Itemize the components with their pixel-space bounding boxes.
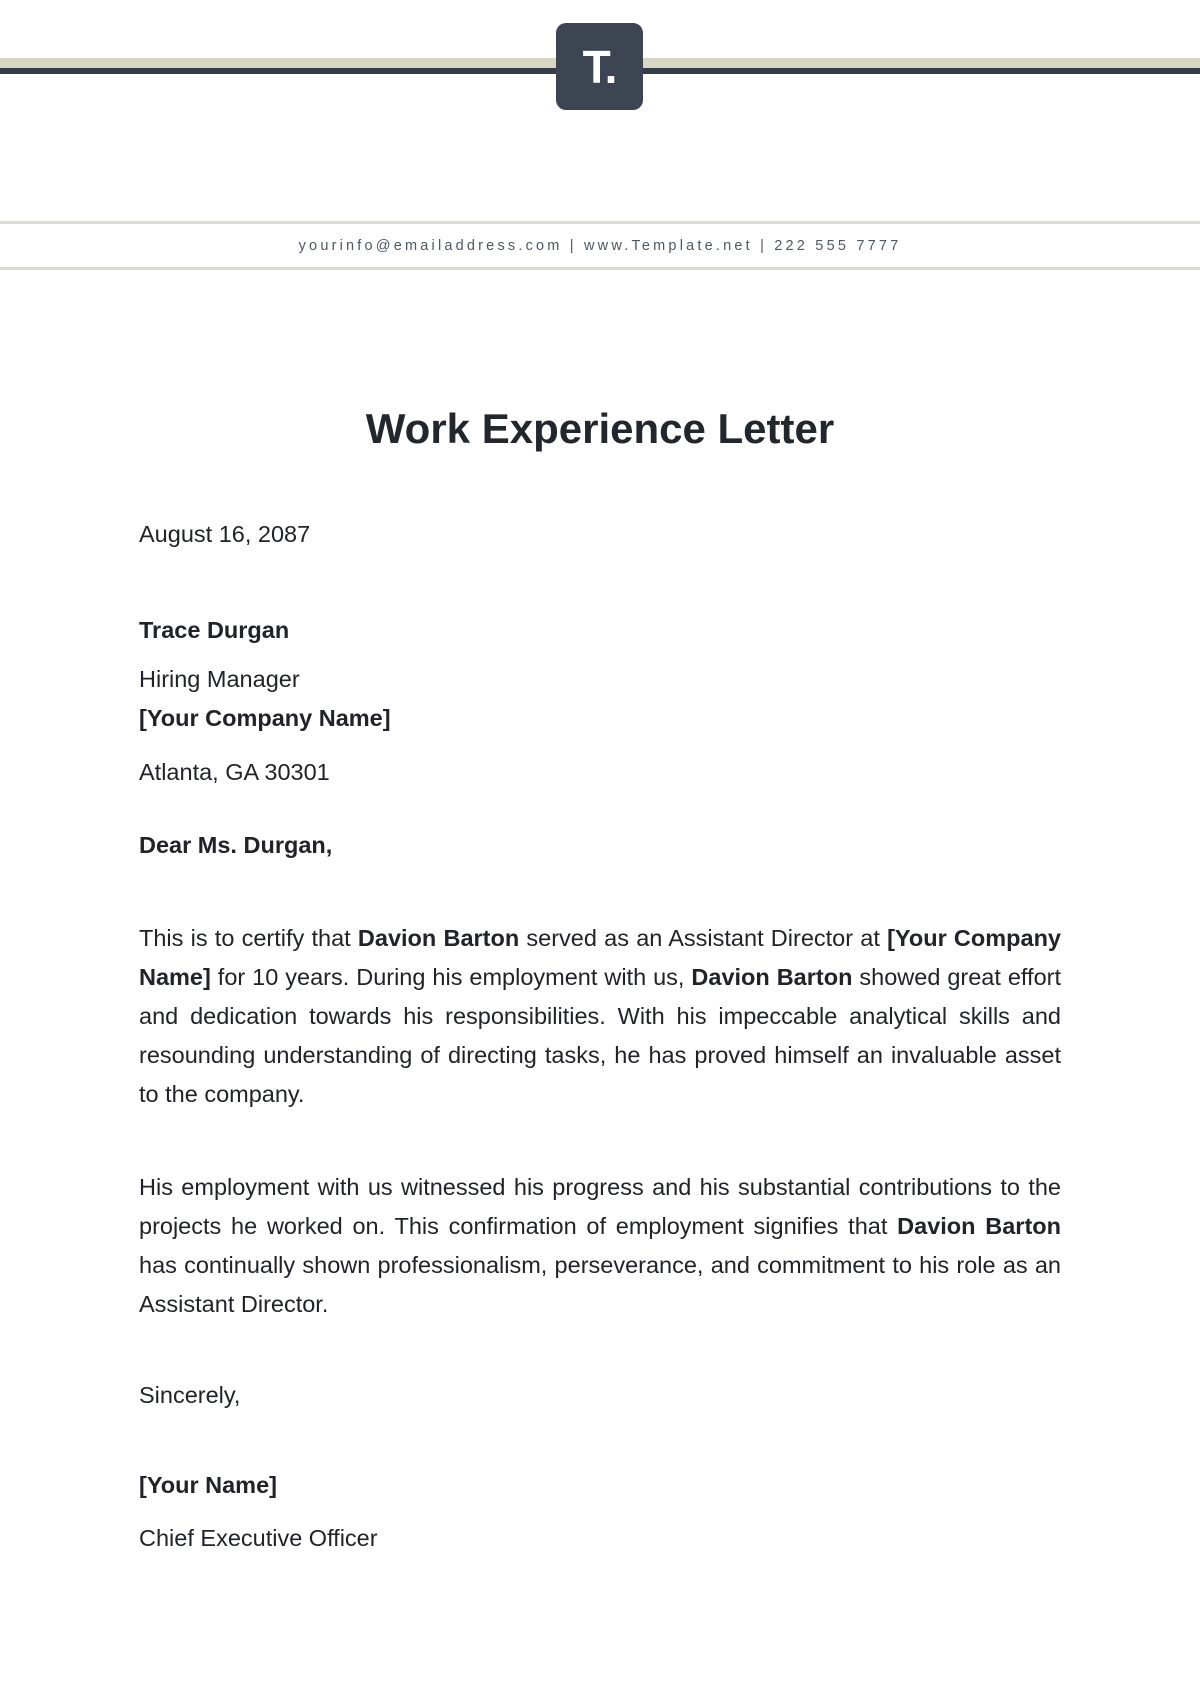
letter-body	[0, 404, 1200, 1554]
logo-letter: T.	[582, 40, 617, 93]
body-paragraph-2: His employment with us witnessed his progress and his substantial contributions to the projects he worked on. This confirmation of employment signifies that Davion Barton has continually shown professionalism, perseverance, and commitment to his role as an Assistant Director.	[139, 1174, 1061, 1317]
contact-info-text: yourinfo@emailaddress.com | www.Template.net | 222 555 7777	[298, 238, 902, 254]
signature-title: Chief Executive Officer	[139, 1525, 378, 1551]
template-logo	[556, 23, 643, 110]
salutation: Dear Ms. Durgan,	[139, 832, 333, 858]
contact-bar	[0, 221, 1200, 270]
signature-name: [Your Name]	[139, 1472, 277, 1498]
recipient-location: Atlanta, GA 30301	[139, 759, 330, 785]
recipient-company: [Your Company Name]	[139, 705, 391, 731]
letterhead-header	[0, 0, 1200, 270]
letter-title: Work Experience Letter	[365, 405, 835, 452]
recipient-role: Hiring Manager	[139, 666, 300, 692]
letter-date: August 16, 2087	[139, 521, 311, 547]
closing: Sincerely,	[139, 1382, 241, 1408]
recipient-name: Trace Durgan	[139, 617, 290, 643]
body-paragraph-1: This is to certify that Davion Barton served as an Assistant Director at [Your Company Name] for 10 years. During his employment with us, Davion Barton showed great effort and dedication towards his responsibilities. With his impeccable analytical skills and resounding understanding of directing tasks, he has proved himself an invaluable asset to the company.	[139, 925, 1062, 1107]
